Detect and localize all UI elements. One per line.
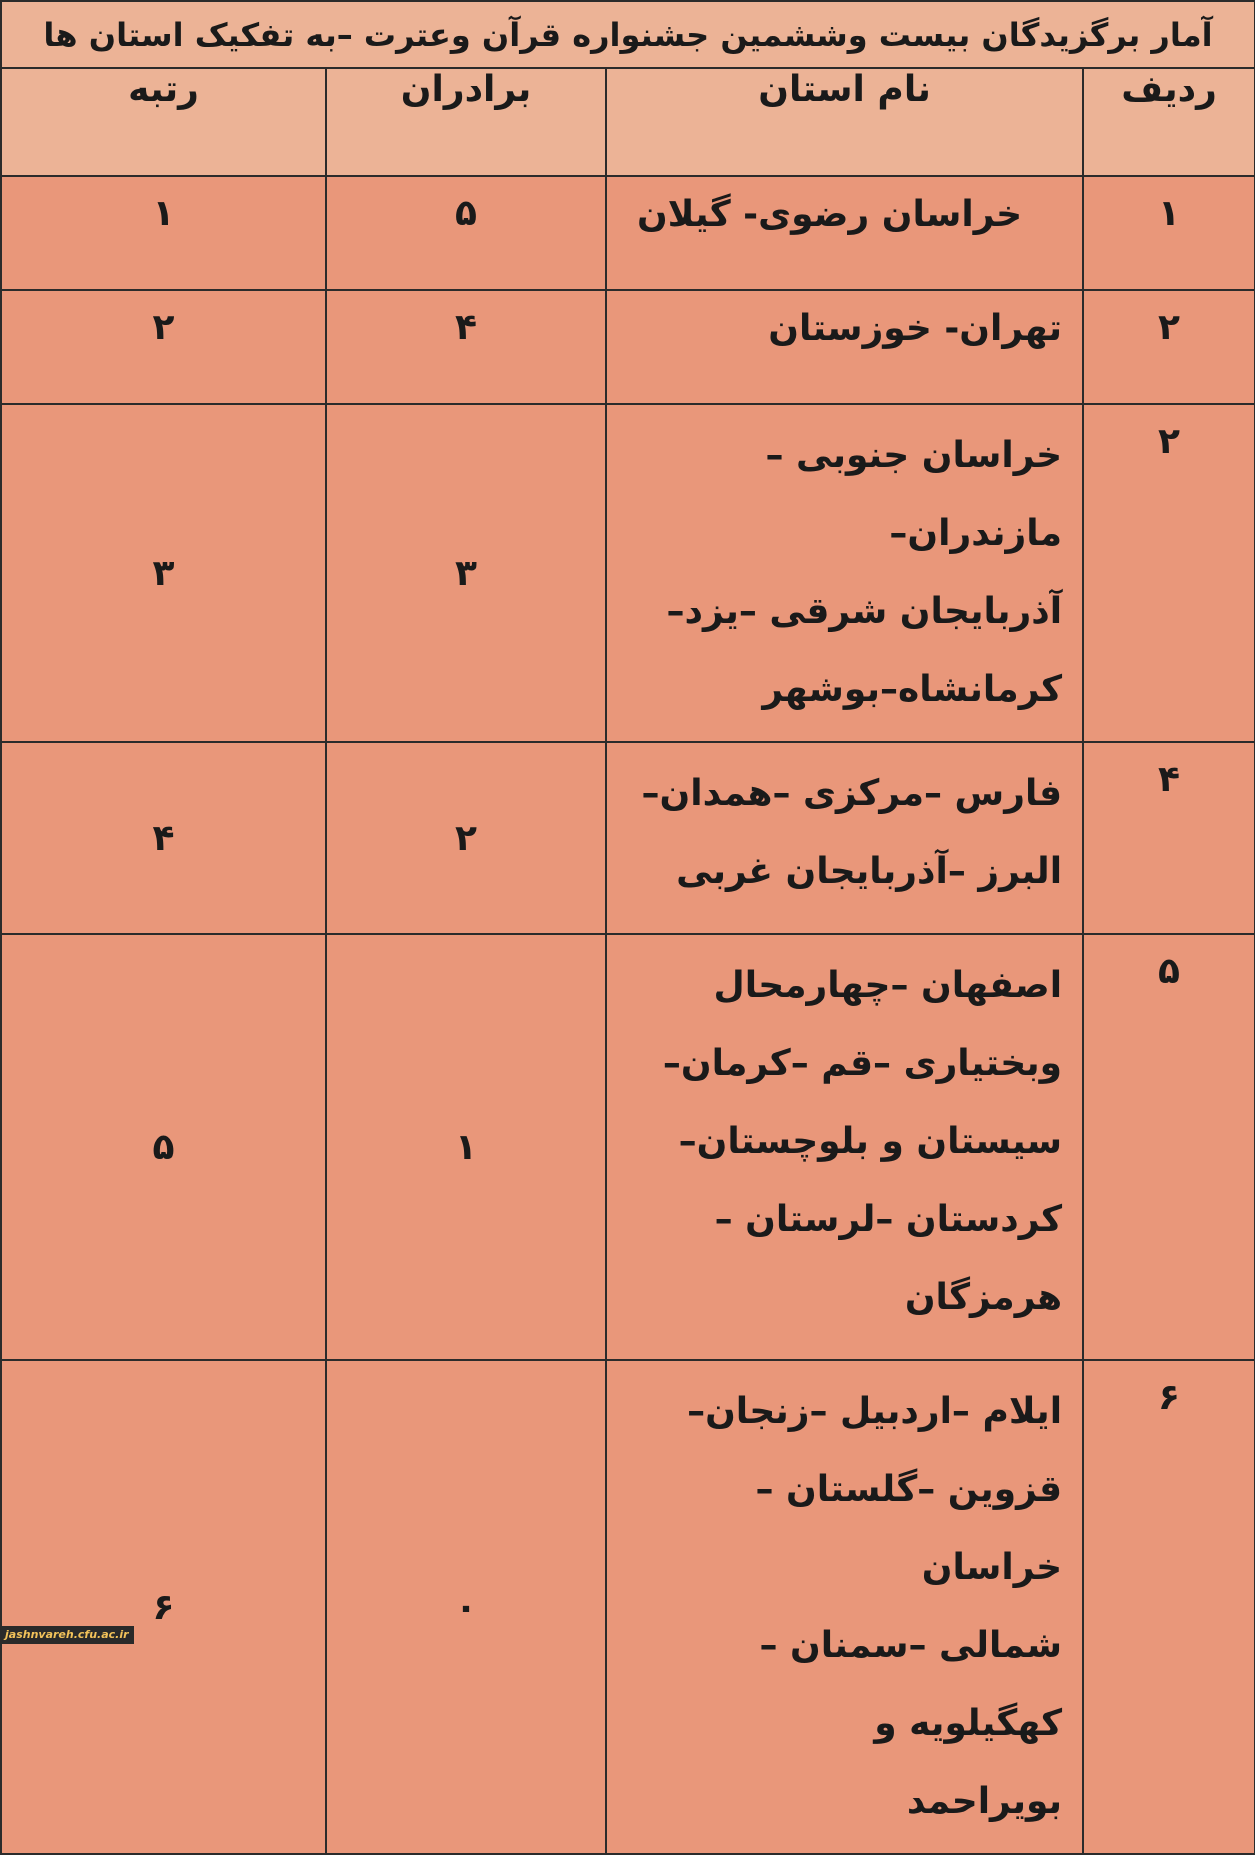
title-row — [1, 1, 1255, 68]
row-number: ۴ — [1083, 742, 1255, 934]
rank-value: ۵ — [1, 934, 326, 1360]
rank-value: ۱ — [1, 176, 326, 290]
province-names — [606, 742, 1083, 934]
rank-value: ۳ — [1, 404, 326, 742]
province-line: شمالی –سمنان –کهگیلویه و — [759, 1625, 1063, 1744]
province-line: اصفهان –چهارمحال — [713, 965, 1063, 1006]
row-number: ۶ — [1083, 1360, 1255, 1854]
province-line: هرمزگان — [904, 1277, 1063, 1318]
province-line: خراسان رضوی- گیلان — [636, 194, 1023, 235]
province-names — [606, 176, 1083, 290]
brothers-count: ۰ — [326, 1360, 606, 1854]
table-row — [1, 176, 1255, 290]
brothers-count: ۳ — [326, 404, 606, 742]
row-number: ۲ — [1083, 404, 1255, 742]
header-row — [1, 68, 1255, 176]
site-watermark: jashnvareh.cfu.ac.ir — [0, 1626, 134, 1644]
header-row-number: ردیف — [1083, 68, 1255, 176]
row-number: ۱ — [1083, 176, 1255, 290]
table-row — [1, 404, 1255, 742]
province-line: وبختیاری –قم –کرمان– — [662, 1043, 1063, 1084]
province-line: قزوین –گلستان –خراسان — [755, 1469, 1063, 1588]
table-title: آمار برگزیدگان بیست وششمین جشنواره قرآن وعترت –به تفکیک استان ها — [1, 1, 1255, 68]
row-number: ۵ — [1083, 934, 1255, 1360]
row-number: ۲ — [1083, 290, 1255, 404]
header-province: نام استان — [606, 68, 1083, 176]
province-line: ایلام –اردبیل –زنجان– — [687, 1391, 1063, 1432]
rank-value: ۶ — [1, 1360, 326, 1854]
province-line: کرمانشاه–بوشهر — [762, 669, 1063, 710]
province-line: البرز –آذربایجان غربی — [676, 851, 1063, 892]
rank-value: ۲ — [1, 290, 326, 404]
brothers-count: ۱ — [326, 934, 606, 1360]
province-line: تهران- خوزستان — [768, 308, 1063, 349]
province-line: کردستان –لرستان – — [714, 1199, 1063, 1240]
table-row — [1, 934, 1255, 1360]
province-names — [606, 1360, 1083, 1854]
province-names — [606, 404, 1083, 742]
brothers-count: ۲ — [326, 742, 606, 934]
brothers-count: ۴ — [326, 290, 606, 404]
table-row — [1, 1360, 1255, 1854]
brothers-count: ۵ — [326, 176, 606, 290]
province-line: آذربایجان شرقی –یزد– — [666, 591, 1063, 632]
province-line: سیستان و بلوچستان– — [678, 1121, 1063, 1162]
province-line: بویراحمد — [906, 1781, 1063, 1822]
table-row — [1, 742, 1255, 934]
province-line: فارس –مرکزی –همدان– — [641, 773, 1063, 814]
rank-value: ۴ — [1, 742, 326, 934]
table-row — [1, 290, 1255, 404]
province-names — [606, 934, 1083, 1360]
header-brothers: برادران — [326, 68, 606, 176]
province-names — [606, 290, 1083, 404]
province-line: خراسان جنوبی –مازندران– — [765, 435, 1063, 554]
header-rank: رتبه — [1, 68, 326, 176]
